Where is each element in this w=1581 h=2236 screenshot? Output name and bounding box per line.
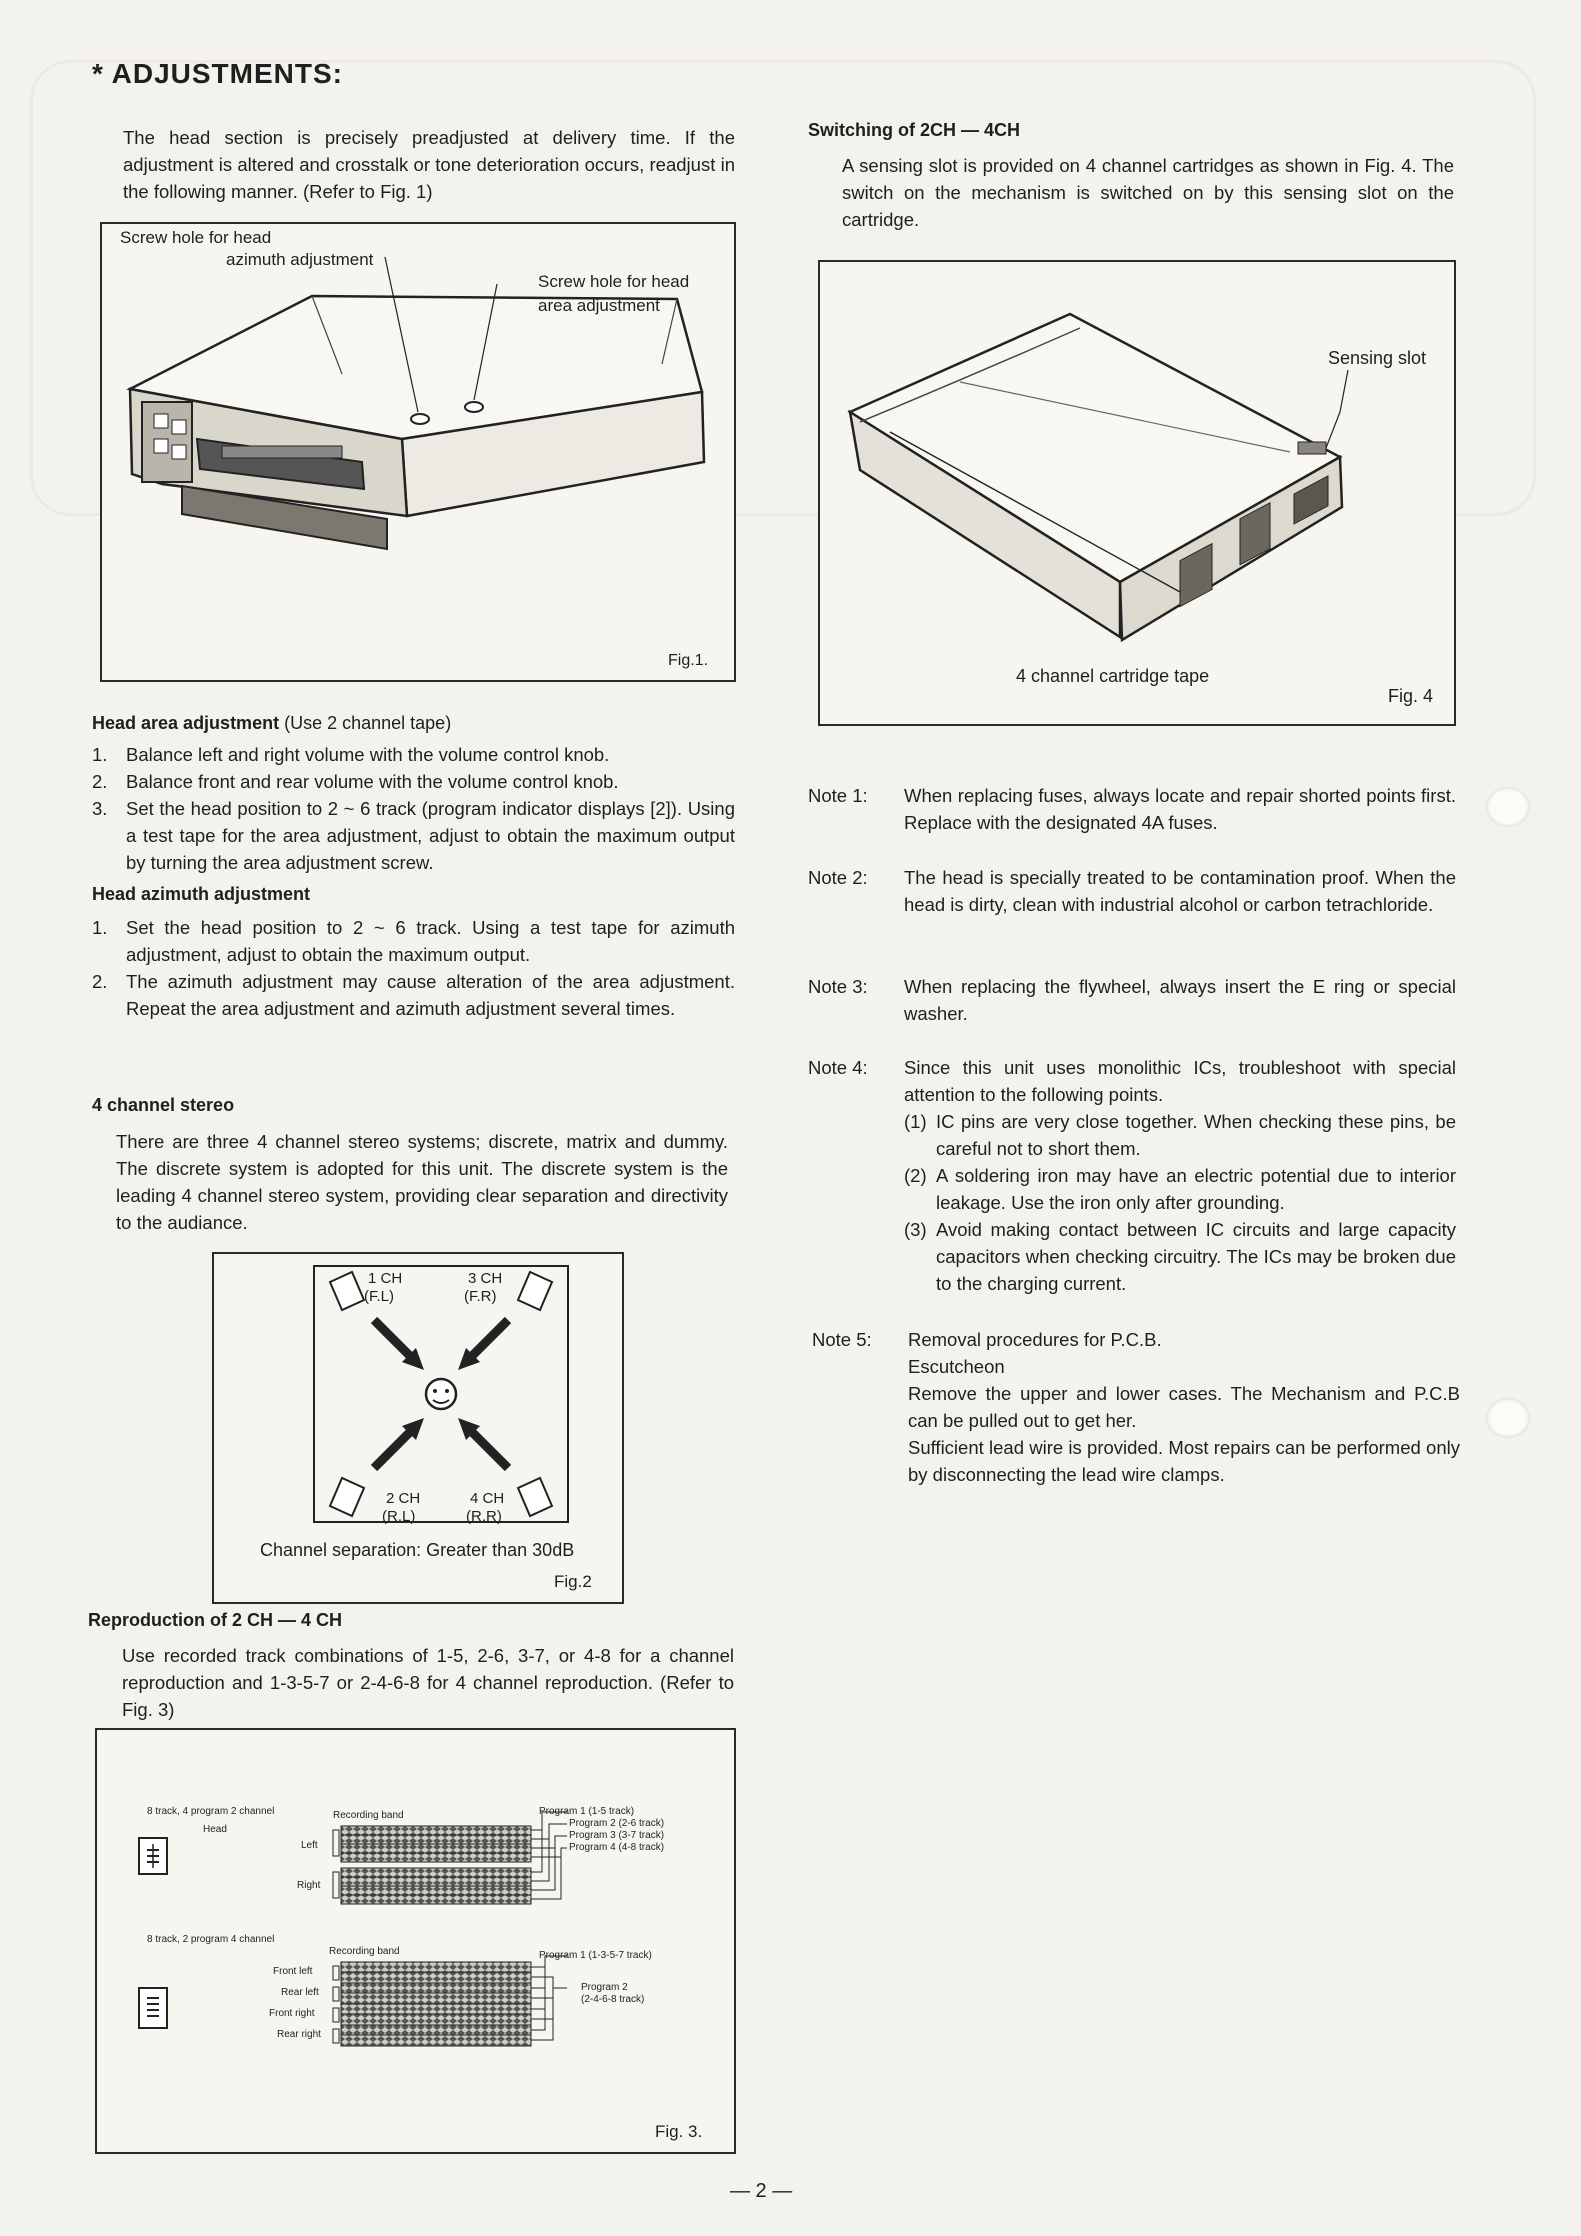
head-area-step: 2. Balance front and rear volume with the volume control knob. (92, 771, 619, 792)
figure-1 (100, 222, 736, 682)
note-5-line-1: Remove the upper and lower cases. The Mechanism and P.C.B can be pulled out to get her. (908, 1383, 1460, 1431)
note-text: When replacing the flywheel, always insert the E ring or special washer. (904, 976, 1456, 1024)
fig2-channel-separation: Channel separation: Greater than 30dB (260, 1540, 575, 1560)
note-label: Note 5: (812, 1329, 872, 1350)
fig3-top-program-4: Program 4 (4-8 track) (569, 1842, 665, 1853)
head-area-steps (92, 741, 735, 876)
fig1-label-area-line2: area adjustment (538, 296, 660, 315)
cartridge-illustration (820, 262, 1454, 724)
four-channel-paragraph: There are three 4 channel stereo systems; discrete, matrix and dummy. The discrete system is adopted for this unit. The discrete system is the leading 4 channel stereo system, providing clear separation and directivity to the audiance. (116, 1131, 728, 1233)
fig1-label-azimuth-line2: azimuth adjustment (226, 250, 374, 269)
note-4-items (904, 1108, 1456, 1297)
reproduction-title: Reproduction of 2 CH — 4 CH (88, 1610, 343, 1630)
fig2-ch1: 1 CH (368, 1270, 403, 1287)
fig3-top-right: Right (297, 1880, 321, 1891)
fig2-ch1-position: (F.L) (364, 1288, 394, 1305)
head-azimuth-title: Head azimuth adjustment (92, 884, 311, 904)
switching-title: Switching of 2CH — 4CH (808, 120, 1021, 140)
head-area-title: Head area adjustment (Use 2 channel tape) (92, 713, 452, 733)
note-4-item: (3) Avoid making contact between IC circuits and large capacity capacitors when checking circuitry. The ICs may be broken due to the charging current. (904, 1219, 1456, 1294)
note-3 (808, 973, 1456, 1033)
note-label: Note 4: (808, 1057, 868, 1078)
head-area-step: 1. Balance left and right volume with the volume control knob. (92, 744, 610, 765)
fig2-ch2-position: (R.L) (382, 1508, 416, 1525)
note-4-body (904, 1054, 1456, 1297)
fig3-top-program-3: Program 3 (3-7 track) (569, 1830, 665, 1841)
note-4 (808, 1054, 1456, 1304)
punch-hole (1486, 1398, 1530, 1438)
page-number: — 2 — (730, 2180, 793, 2202)
note-2 (808, 864, 1456, 948)
page-heading: * ADJUSTMENTS: (92, 58, 343, 89)
fig1-caption: Fig.1. (668, 652, 709, 669)
car-stereo-illustration (102, 224, 734, 680)
fig2-caption: Fig.2 (554, 1572, 592, 1591)
fig4-sensing-slot-label: Sensing slot (1328, 348, 1427, 368)
figure-4 (818, 260, 1456, 726)
fig2-ch3: 3 CH (468, 1270, 503, 1287)
note-5-line-2: Sufficient lead wire is provided. Most repairs can be performed only by disconnecting the lead wire clamps. (908, 1437, 1460, 1485)
head-azimuth-step: 2. The azimuth adjustment may cause alteration of the area adjustment. Repeat the area adjustment and azimuth adjustment several times. (92, 971, 735, 1019)
fig4-caption: Fig. 4 (1388, 686, 1434, 706)
fig2-ch2: 2 CH (386, 1490, 421, 1507)
fig4-tape-label: 4 channel cartridge tape (1016, 666, 1210, 686)
fig3-bottom-front-right: Front right (269, 2008, 315, 2019)
fig3-top-band-label: Recording band (333, 1810, 404, 1821)
fig3-bottom-band-label: Recording band (329, 1946, 400, 1957)
note-5-body (908, 1326, 1460, 1488)
note-text: Since this unit uses monolithic ICs, troubleshoot with special attention to the following points. (904, 1057, 1456, 1105)
punch-hole (1486, 787, 1530, 827)
fig3-bottom-title: 8 track, 2 program 4 channel (147, 1934, 275, 1945)
fig3-bottom-program-1: Program 1 (1-3-5-7 track) (539, 1950, 652, 1961)
fig2-ch4: 4 CH (470, 1490, 505, 1507)
four-channel-title: 4 channel stereo (92, 1095, 235, 1115)
figure-2 (212, 1252, 624, 1604)
fig3-bottom-program-2: Program 2 (581, 1982, 628, 1993)
note-text: The head is specially treated to be contamination proof. When the head is dirty, clean with industrial alcohol or carbon tetrachloride. (904, 867, 1456, 915)
reproduction-paragraph: Use recorded track combinations of 1-5, 2-6, 3-7, or 4-8 for a channel reproduction and 1-3-5-7 or 2-4-6-8 for 4 channel reproduction. (Refer to Fig. 3) (122, 1645, 734, 1720)
fig3-bottom-front-left: Front left (273, 1966, 313, 1977)
note-5-escutcheon: Escutcheon (908, 1356, 1005, 1377)
figure-3 (95, 1728, 736, 2154)
fig3-top-left: Left (301, 1840, 318, 1851)
note-text: Removal procedures for P.C.B. (908, 1329, 1162, 1350)
fig3-top-program-2: Program 2 (2-6 track) (569, 1818, 665, 1829)
fig2-ch3-position: (F.R) (464, 1288, 497, 1305)
note-4-item: (1) IC pins are very close together. When checking these pins, be careful not to short them. (904, 1111, 1456, 1159)
fig1-label-area-line1: Screw hole for head (538, 272, 690, 291)
head-area-step: 3. Set the head position to 2 ~ 6 track (program indicator displays [2]). Using a test tape for the area adjustment, adjust to obtain the maximum output by turning the area adjustment screw. (92, 798, 735, 873)
fig1-label-azimuth-line1: Screw hole for head (120, 228, 272, 247)
fig2-ch4-position: (R.R) (466, 1508, 502, 1525)
note-text: When replacing fuses, always locate and repair shorted points first. Replace with the designated 4A fuses. (904, 785, 1456, 833)
fig3-top-head-label: Head (203, 1824, 227, 1835)
fig3-bottom-rear-left: Rear left (281, 1987, 319, 1998)
note-1 (808, 782, 1456, 842)
fig3-bottom-program-2-tracks: (2-4-6-8 track) (581, 1994, 645, 2005)
note-4-item: (2) A soldering iron may have an electric potential due to interior leakage. Use the iron only after grounding. (904, 1165, 1456, 1213)
note-5 (812, 1326, 1460, 1486)
fig3-bottom-rear-right: Rear right (277, 2029, 321, 2040)
fig3-top-program-1: Program 1 (1-5 track) (539, 1806, 635, 1817)
note-label: Note 3: (808, 976, 868, 997)
head-azimuth-steps (92, 914, 735, 1022)
intro-paragraph: The head section is precisely preadjusted at delivery time. If the adjustment is altered and crosstalk or tone deterioration occurs, readjust in the following manner. (Refer to Fig. 1) (123, 127, 735, 202)
fig3-top-title: 8 track, 4 program 2 channel (147, 1806, 275, 1817)
head-azimuth-step: 1. Set the head position to 2 ~ 6 track. Using a test tape for azimuth adjustment, adjust to obtain the maximum output. (92, 917, 735, 965)
note-label: Note 2: (808, 867, 868, 888)
switching-paragraph: A sensing slot is provided on 4 channel cartridges as shown in Fig. 4. The switch on the mechanism is switched on by this sensing slot on the cartridge. (842, 155, 1454, 230)
fig3-caption: Fig. 3. (655, 2122, 703, 2141)
note-label: Note 1: (808, 785, 868, 806)
